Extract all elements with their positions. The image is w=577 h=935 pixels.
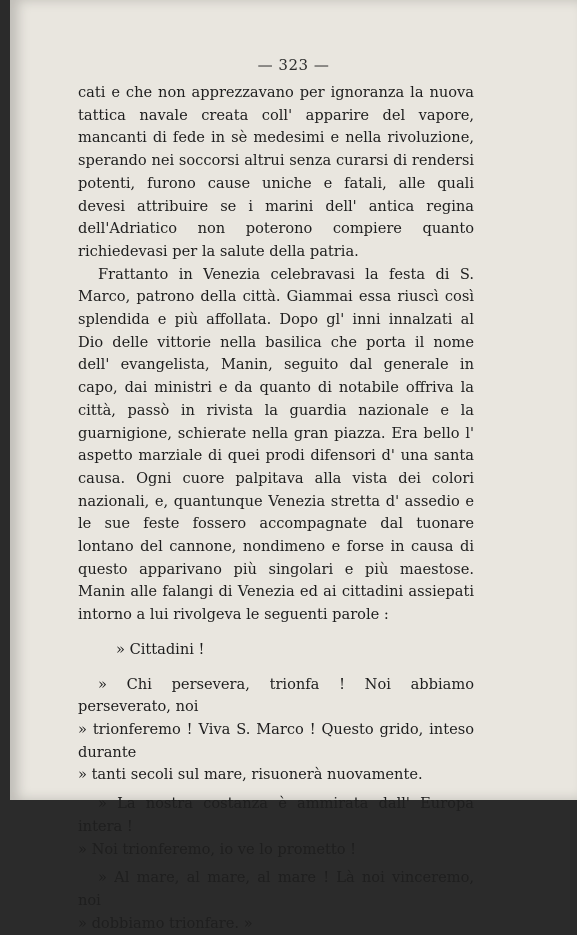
speech-paragraph-2 (78, 793, 474, 861)
speech-paragraph-1 (78, 674, 474, 788)
speech-line: » tanti secoli sul mare, risuonerà nuovamente. (78, 766, 423, 784)
speech-line: » Al mare, al mare, al mare ! Là noi vinceremo, noi (78, 869, 474, 909)
speech-paragraph-3 (78, 867, 474, 935)
page-number: — 323 — (257, 56, 330, 74)
speech-line: » La nostra costanza è ammirata dall' Europa intera ! (78, 795, 474, 835)
speech-salutation: » Cittadini ! (116, 640, 205, 658)
speech-line: » Chi persevera, trionfa ! Noi abbiamo perseverato, noi (78, 675, 474, 716)
paragraph-festa-san-marco: Frattanto in Venezia celebravasi la festa di S. Marco, patrono della città. Giammai essa riuscì così splendida e più affollata. Dopo gl' inni innalzati al Dio delle vittorie nella basilica che porta il nome dell' evangelista, Manin, seguito dal generale in capo, dai ministri e da quanto di notabile offriva la città, passò in rivista la guardia nazionale e la guarnigione, schierate nella gran piazza. Era bello l' aspetto marziale di quei prodi difensori d' una santa causa. Ogni cuore palpitava alla vista dei colori nazionali, e, quantunque Venezia stretta d' assedio e le sue feste fossero accompagnate dal tuonare lontano del cannone, nondimeno e forse in causa di questo apparivano più singolari e più maestose. Manin alle falangi di Venezia ed ai cittadini assiepati intorno a lui rivolgeva le seguenti parole : (78, 265, 474, 624)
manin-speech (78, 639, 474, 935)
speech-line: » trionferemo ! Viva S. Marco ! Questo grido, inteso durante (78, 720, 474, 761)
book-page (10, 0, 577, 932)
speech-line: » Noi trionferemo, io ve lo prometto ! (78, 840, 356, 858)
paragraph-continuation: cati e che non apprezzavano per ignoranza la nuova tattica navale creata coll' apparire del vapore, mancanti di fede in sè medesimi e nella rivoluzione, sperando nei soccorsi altrui senza curarsi di rendersi potenti, furono cause uniche e fatali, alle quali devesi attribuire se i marini dell' antica regina dell'Adriatico non poterono compiere quanto richiedevasi per la salute della patria. (78, 84, 474, 260)
page-body (78, 82, 474, 935)
speech-line: » dobbiamo trionfare. » (78, 914, 253, 932)
